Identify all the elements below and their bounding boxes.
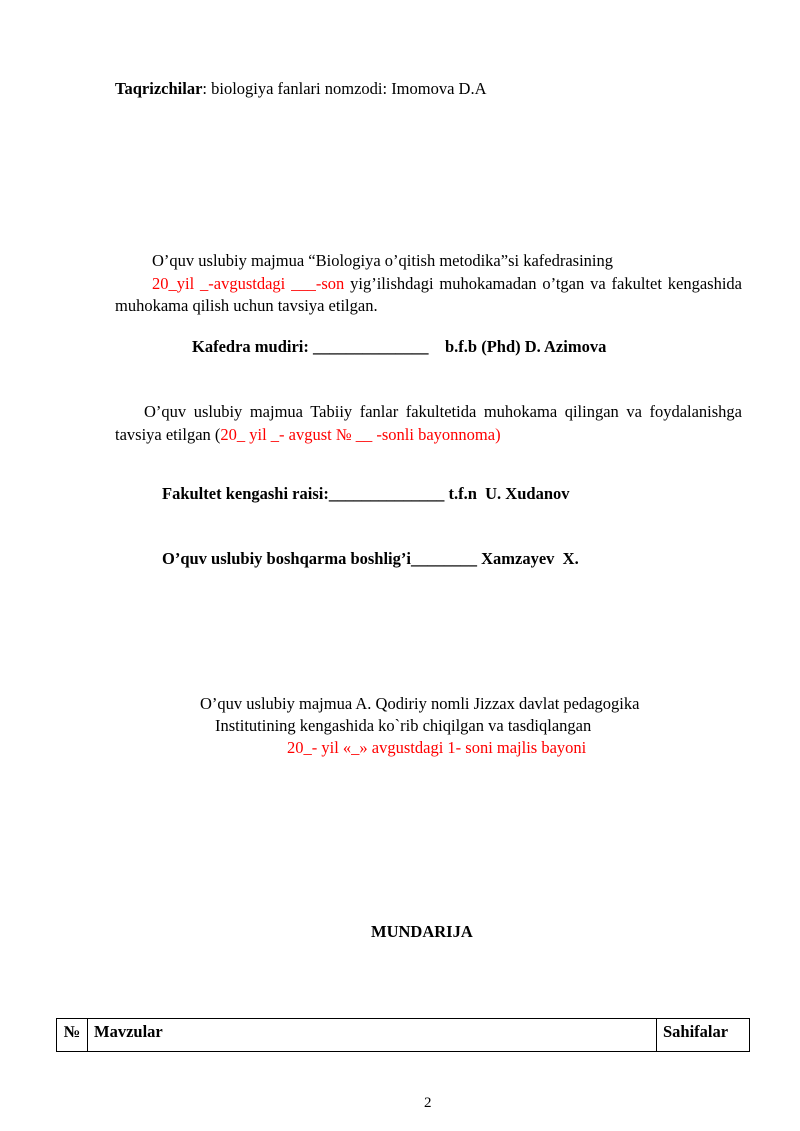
edu-head-text: O’quv uslubiy boshqarma boshlig’i________ Xamzayev X. <box>162 549 579 568</box>
reviewers-text: biologiya fanlari nomzodi: Imomova D.A <box>206 79 487 98</box>
approval2-text: O’quv uslubiy majmua Tabiiy fanlar fakultetida muhokama qilingan va foydalanishga tavsiya etilgan ( <box>115 402 742 444</box>
head-of-department-text: Kafedra mudiri: ______________ b.f.b (Phd) D. Azimova <box>192 337 607 356</box>
approval1-date: 20_yil _-avgustdagi ___-son <box>152 273 345 293</box>
department-approval-paragraph <box>115 250 742 318</box>
head-of-department-line <box>192 337 606 357</box>
contents-header-row <box>57 1019 750 1052</box>
edu-head-line <box>162 549 579 569</box>
page-number: 2 <box>424 1095 432 1111</box>
approval1-line1: O’quv uslubiy majmua “Biologiya o’qitish metodika”si kafedrasining <box>152 251 614 270</box>
column-number: № <box>57 1019 88 1052</box>
faculty-chair-text: Fakultet kengashi raisi:______________ t.f.n U. Xudanov <box>162 484 570 503</box>
contents-title: MUNDARIJA <box>371 922 473 941</box>
column-topics: Mavzular <box>88 1019 657 1052</box>
faculty-approval-paragraph <box>115 401 742 446</box>
faculty-chair-line <box>162 484 570 504</box>
contents-table <box>56 1018 750 1052</box>
approval1-rest: yig’ilishdagi muhokamadan o’tgan va fakultet kengashida muhokama qilish uchun tavsiya etilgan. <box>115 273 742 315</box>
reviewers-label: Taqrizchilar <box>115 79 203 98</box>
institute-line2: Institutining kengashida ko`rib chiqilgan va tasdiqlangan <box>215 716 592 735</box>
institute-line3: 20_- yil «_» avgustdagi 1- soni majlis bayoni <box>287 738 587 757</box>
institute-line1: O’quv uslubiy majmua A. Qodiriy nomli Jizzax davlat pedagogika <box>200 694 640 713</box>
column-pages: Sahifalar <box>657 1019 750 1052</box>
reviewers-colon: : <box>202 79 207 98</box>
approval2-record: 20_ yil _- avgust № __ -sonli bayonnoma) <box>220 424 501 444</box>
reviewers-line <box>115 79 487 99</box>
